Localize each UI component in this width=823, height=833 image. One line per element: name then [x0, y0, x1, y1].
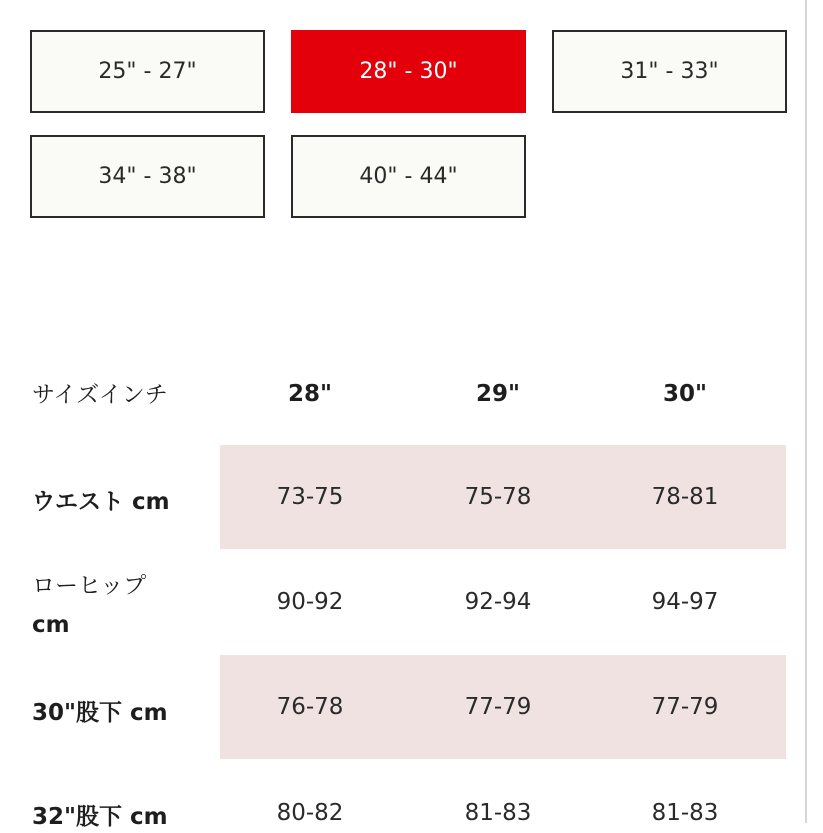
table-cell: 90-92 [276, 589, 344, 615]
table-cell: 75-78 [464, 484, 532, 510]
table-cell: 81-83 [464, 800, 532, 826]
table-cell: 73-75 [276, 484, 344, 510]
row-label-line1: ローヒップ [32, 573, 147, 599]
table-cell: 77-79 [464, 694, 532, 720]
size-option-40-44[interactable]: 40" - 44" [291, 135, 526, 218]
table-cell: 78-81 [651, 484, 719, 510]
table-cell: 77-79 [651, 694, 719, 720]
table-cell: 92-94 [464, 589, 532, 615]
row-label-inseam-30: 30"股下 cm [32, 700, 168, 726]
row-label-inseam-32: 32"股下 cm [32, 804, 168, 830]
size-option-31-33[interactable]: 31" - 33" [552, 30, 787, 113]
column-header-29: 29" [476, 381, 520, 407]
size-option-34-38[interactable]: 34" - 38" [30, 135, 265, 218]
table-cell: 80-82 [276, 800, 344, 826]
right-edge-line [805, 0, 807, 823]
row-label-low-hip [32, 567, 146, 638]
table-cell: 94-97 [651, 589, 719, 615]
row-label-line2: cm [32, 612, 70, 638]
size-option-28-30[interactable]: 28" - 30" [291, 30, 526, 113]
column-header-30: 30" [663, 381, 707, 407]
column-header-28: 28" [288, 381, 332, 407]
size-option-25-27[interactable]: 25" - 27" [30, 30, 265, 113]
row-label-waist: ウエスト cm [32, 489, 170, 515]
table-cell: 81-83 [651, 800, 719, 826]
table-header-label: サイズインチ [32, 382, 168, 408]
table-cell: 76-78 [276, 694, 344, 720]
